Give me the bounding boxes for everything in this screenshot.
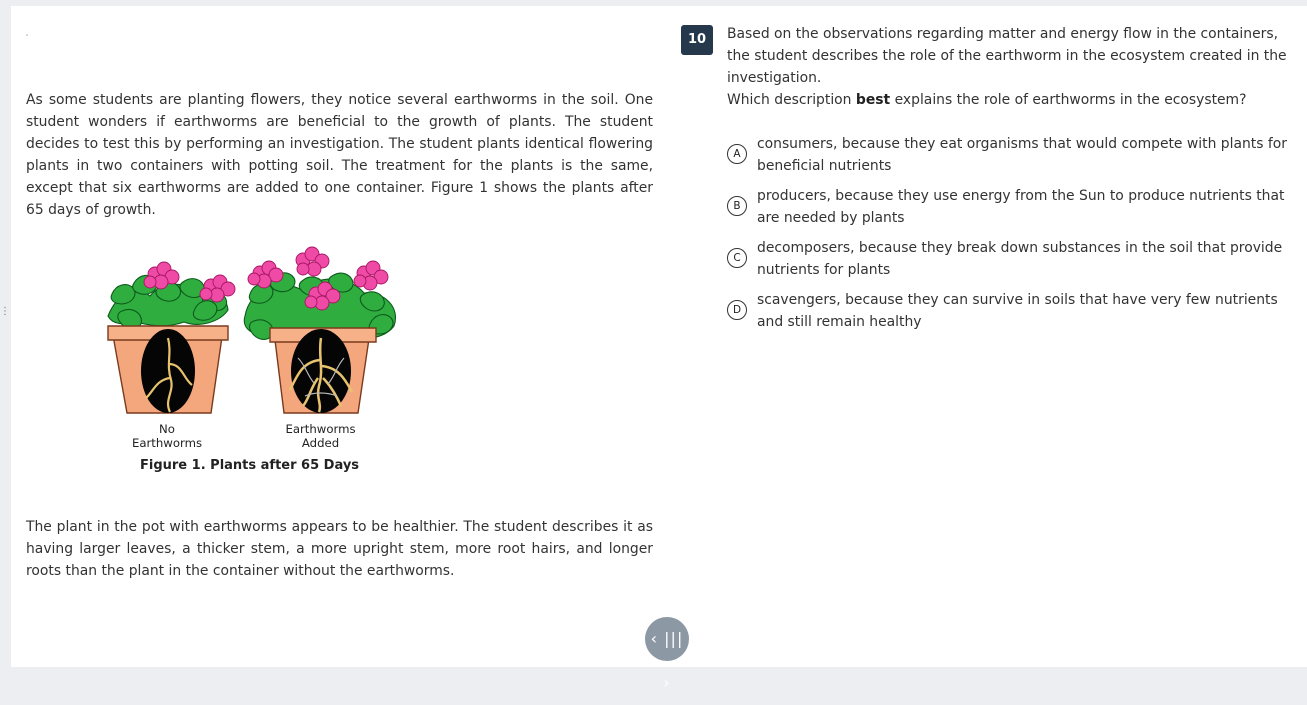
answer-option-b[interactable]: [727, 185, 1287, 233]
resize-chevrons-icon: ‹ ||| ›: [650, 629, 684, 692]
earthworms-added-label: Earthworms Added: [285, 422, 356, 450]
earthworm-plant-figure: [100, 246, 400, 476]
option-b-radio[interactable]: B: [727, 196, 747, 216]
option-d-radio[interactable]: D: [727, 300, 747, 320]
question-stem: [727, 23, 1287, 111]
question-number: 10: [681, 25, 713, 55]
question-prompt: [727, 89, 1287, 111]
question-stem-text: Based on the observations regarding matter and energy flow in the containers, the student describes the role of the earthworm in the ecosystem created in the investigation.: [727, 26, 1287, 86]
question-prompt-prefix: Which description: [727, 92, 856, 108]
option-d-text[interactable]: scavengers, because they can survive in soils that have very few nutrients and still remain healthy: [757, 292, 1278, 330]
figure-caption: Figure 1. Plants after 65 Days: [140, 458, 360, 473]
answer-option-d[interactable]: [727, 289, 1287, 337]
plant-pots-illustration: [100, 246, 400, 416]
panel-resize-handle[interactable]: [645, 617, 689, 692]
question-prompt-emphasis: best: [855, 92, 891, 108]
option-c-text[interactable]: decomposers, because they break down substances in the soil that provide nutrients for plants: [757, 240, 1283, 278]
option-a-radio[interactable]: A: [727, 144, 747, 164]
option-b-text[interactable]: producers, because they use energy from the Sun to produce nutrients that are needed by plants: [757, 188, 1285, 226]
no-earthworms-label: No Earthworms: [131, 422, 203, 450]
answer-option-a[interactable]: [727, 133, 1287, 181]
passage-conclusion: The plant in the pot with earthworms appears to be healthier. The student describes it as having larger leaves, a thicker stem, a more upright stem, more root hairs, and longer roots than the plant in the container without the earthworms.: [26, 519, 653, 579]
option-c-radio[interactable]: C: [727, 248, 747, 268]
left-edge-grip-icon[interactable]: ⋮: [0, 306, 10, 317]
passage-intro: As some students are planting flowers, they notice several earthworms in the soil. One student wonders if earthworms are beneficial to the growth of plants. The student decides to test this by performing an investigation. The student plants identical flowering plants in two containers with potting soil. The treatment for the plants is the same, except that six earthworms are added to one container. Figure 1 shows the plants after 65 days of growth.: [26, 92, 653, 218]
option-a-text[interactable]: consumers, because they eat organisms that would compete with plants for beneficial nutrients: [757, 136, 1287, 174]
answer-option-c[interactable]: [727, 237, 1287, 285]
passage-marker: [26, 34, 28, 36]
question-prompt-suffix: explains the role of earthworms in the ecosystem?: [890, 92, 1247, 108]
